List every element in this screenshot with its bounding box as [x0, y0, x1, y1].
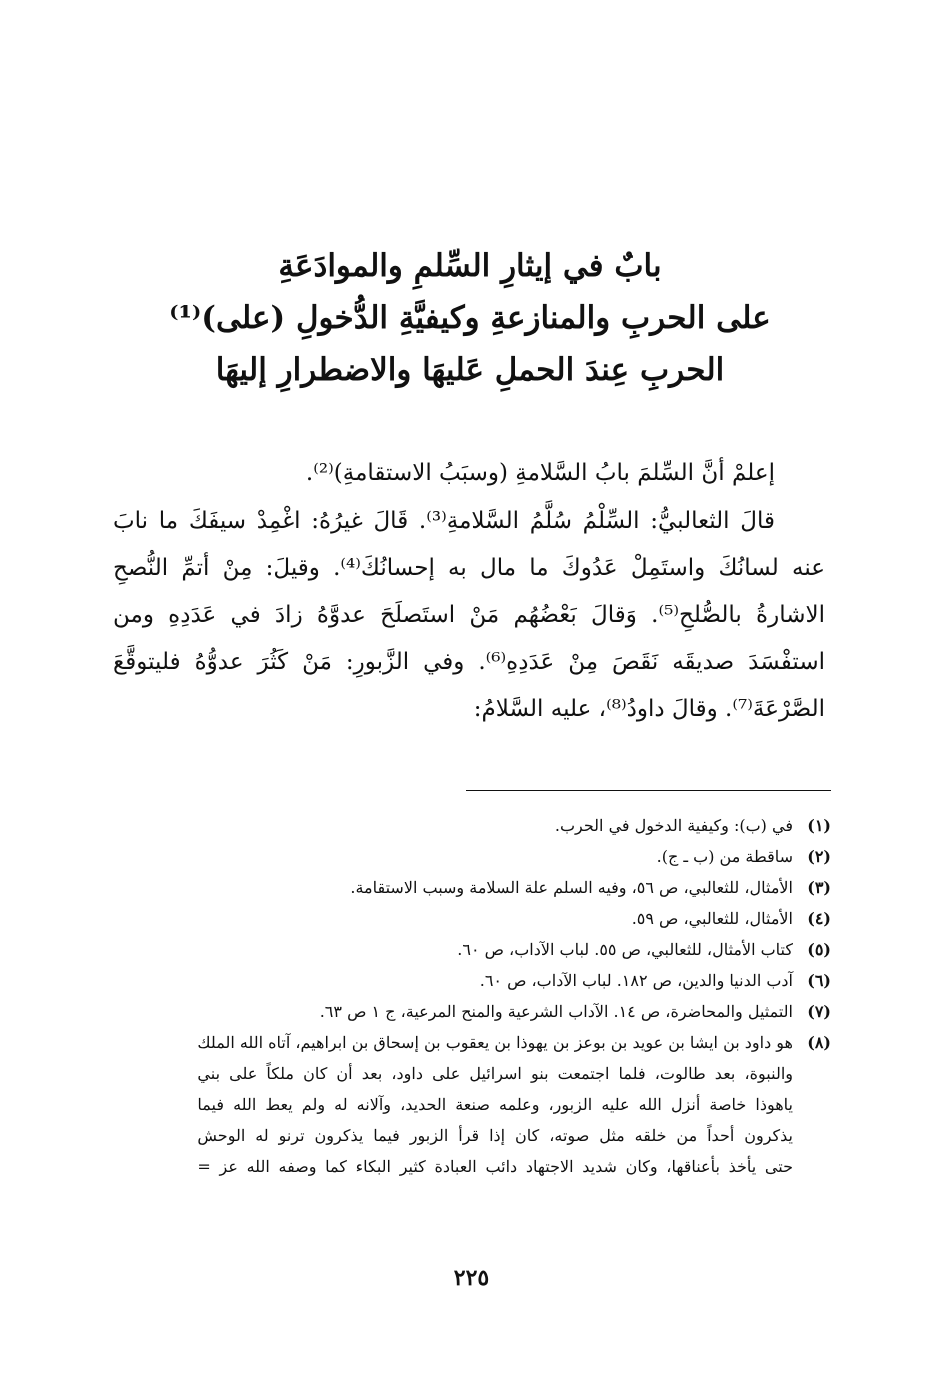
- footnote: [111, 965, 831, 996]
- footnote-text: ساقطة من (ب ـ ج).: [656, 847, 793, 866]
- footnote-line: والنبوة، بعد طالوت، فلما اجتمعت بنو اسرائيل على داود، بعد أن كان ملكاً على بني: [197, 1064, 793, 1083]
- footnote-text: الأمثال، للثعالبي، ص ٥٦، وفيه السلم علة السلامة وسبب الاستقامة.: [350, 878, 793, 897]
- footnote-number: (١): [807, 816, 831, 835]
- footnote-number: (٨): [807, 1033, 831, 1052]
- footnotes: [111, 810, 831, 1182]
- title-line-1: بابٌ في إيثارِ السِّلمِ والموادَعَةِ: [278, 248, 662, 284]
- footnote-line: هو داود بن ايشا بن عويد بن بوعز بن يهوذا بن يعقوب بن إسحاق بن ابراهيم، آتاه الله الملك: [197, 1033, 793, 1052]
- footnote-line: ياهوذا خاصة أنزل الله عليه الزبور، وعلمه صنعة الحديد، وآلانه له ولم يعط الله فيما: [197, 1095, 793, 1114]
- footnote-number: (٥): [807, 940, 831, 959]
- footnote-number: (٢): [807, 847, 831, 866]
- intro-sentence: إعلمْ أنَّ السِّلمَ بابُ السَّلامةِ (وسبَبُ الاستقامةِ)⁽²⁾.: [305, 460, 775, 486]
- footnote: [111, 996, 831, 1027]
- paragraph-line: قالَ الثعالبيُّ: السِّلْمُ سُلَّمُ السَّلامةِ⁽³⁾. قَالَ غيرُهُ: اغْمِدْ سيفَكَ ما نابَ: [113, 508, 775, 534]
- footnote: [111, 903, 831, 934]
- footnote-number: (٣): [807, 878, 831, 897]
- footnote-text: الأمثال، للثعالبي، ص ٥٩.: [631, 909, 793, 928]
- page-number: ٢٢٥: [453, 1265, 490, 1291]
- footnote: [111, 934, 831, 965]
- paragraph-line: عنه لسانُكَ واستَمِلْ عَدُوكَ ما مال به إحسانُكَ⁽⁴⁾. وقيلَ: مِنْ أتمِّ النُّصحِ: [113, 555, 825, 581]
- footnote-text: في (ب): وكيفية الدخول في الحرب.: [554, 816, 793, 835]
- paragraph-line: الاشارةُ بالصُّلحِ⁽⁵⁾. وَقالَ بَعْضُهُم مَنْ استَصلَحَ عدوَّهُ زادَ في عَدَدِهِ ومن: [113, 602, 825, 628]
- paragraph-line: استفْسَدَ صديقَه نَقَصَ مِنْ عَدَدِهِ⁽⁶⁾. وفي الزَّبورِ: مَنْ كَثُرَ عدوُّهُ فليتوقَّعَ: [113, 649, 825, 675]
- main-text: [113, 450, 825, 733]
- footnote-text: آدب الدنيا والدين، ص ١٨٢. لباب الآداب، ص ٦٠.: [479, 971, 793, 990]
- footnote-text: كتاب الأمثال، للثعالبي، ص ٥٥. لباب الآداب، ص ٦٠.: [457, 940, 793, 959]
- footnote-text: [197, 1027, 793, 1182]
- footnote-number: (٤): [807, 909, 831, 928]
- footnote: [111, 841, 831, 872]
- body-paragraph: [113, 498, 825, 733]
- footnote: [111, 872, 831, 903]
- footnote-number: (٧): [807, 1002, 831, 1021]
- title-line-3: الحربِ عِندَ الحملِ عَليهَا والاضطرارِ إليهَا: [215, 352, 725, 388]
- footnote: [111, 1027, 831, 1182]
- footnote: [111, 810, 831, 841]
- title-line-2: على الحربِ والمنازعةِ وكيفيَّةِ الدُّخولِ (على)⁽¹⁾: [169, 300, 771, 336]
- chapter-title: [120, 240, 820, 396]
- paragraph-line: الصَّرْعَةَ⁽⁷⁾. وقالَ داودُ⁽⁸⁾، عليه السَّلامُ:: [473, 696, 825, 722]
- footnote-line: حتى يأخذ بأعناقها، وكان شديد الاجتهاد دائب العبادة كثير البكاء كما وصفه الله عز =: [197, 1157, 793, 1176]
- footnote-line: يذكرون أحداً من خلقه مثل صوته، كان إذا قرأ الزبور فيما يذكرون ترنو له الوحش: [197, 1126, 793, 1145]
- footnote-number: (٦): [807, 971, 831, 990]
- footnote-separator: [466, 790, 831, 791]
- footnote-text: التمثيل والمحاضرة، ص ١٤. الآداب الشرعية والمنح المرعية، ج ١ ص ٦٣.: [319, 1002, 793, 1021]
